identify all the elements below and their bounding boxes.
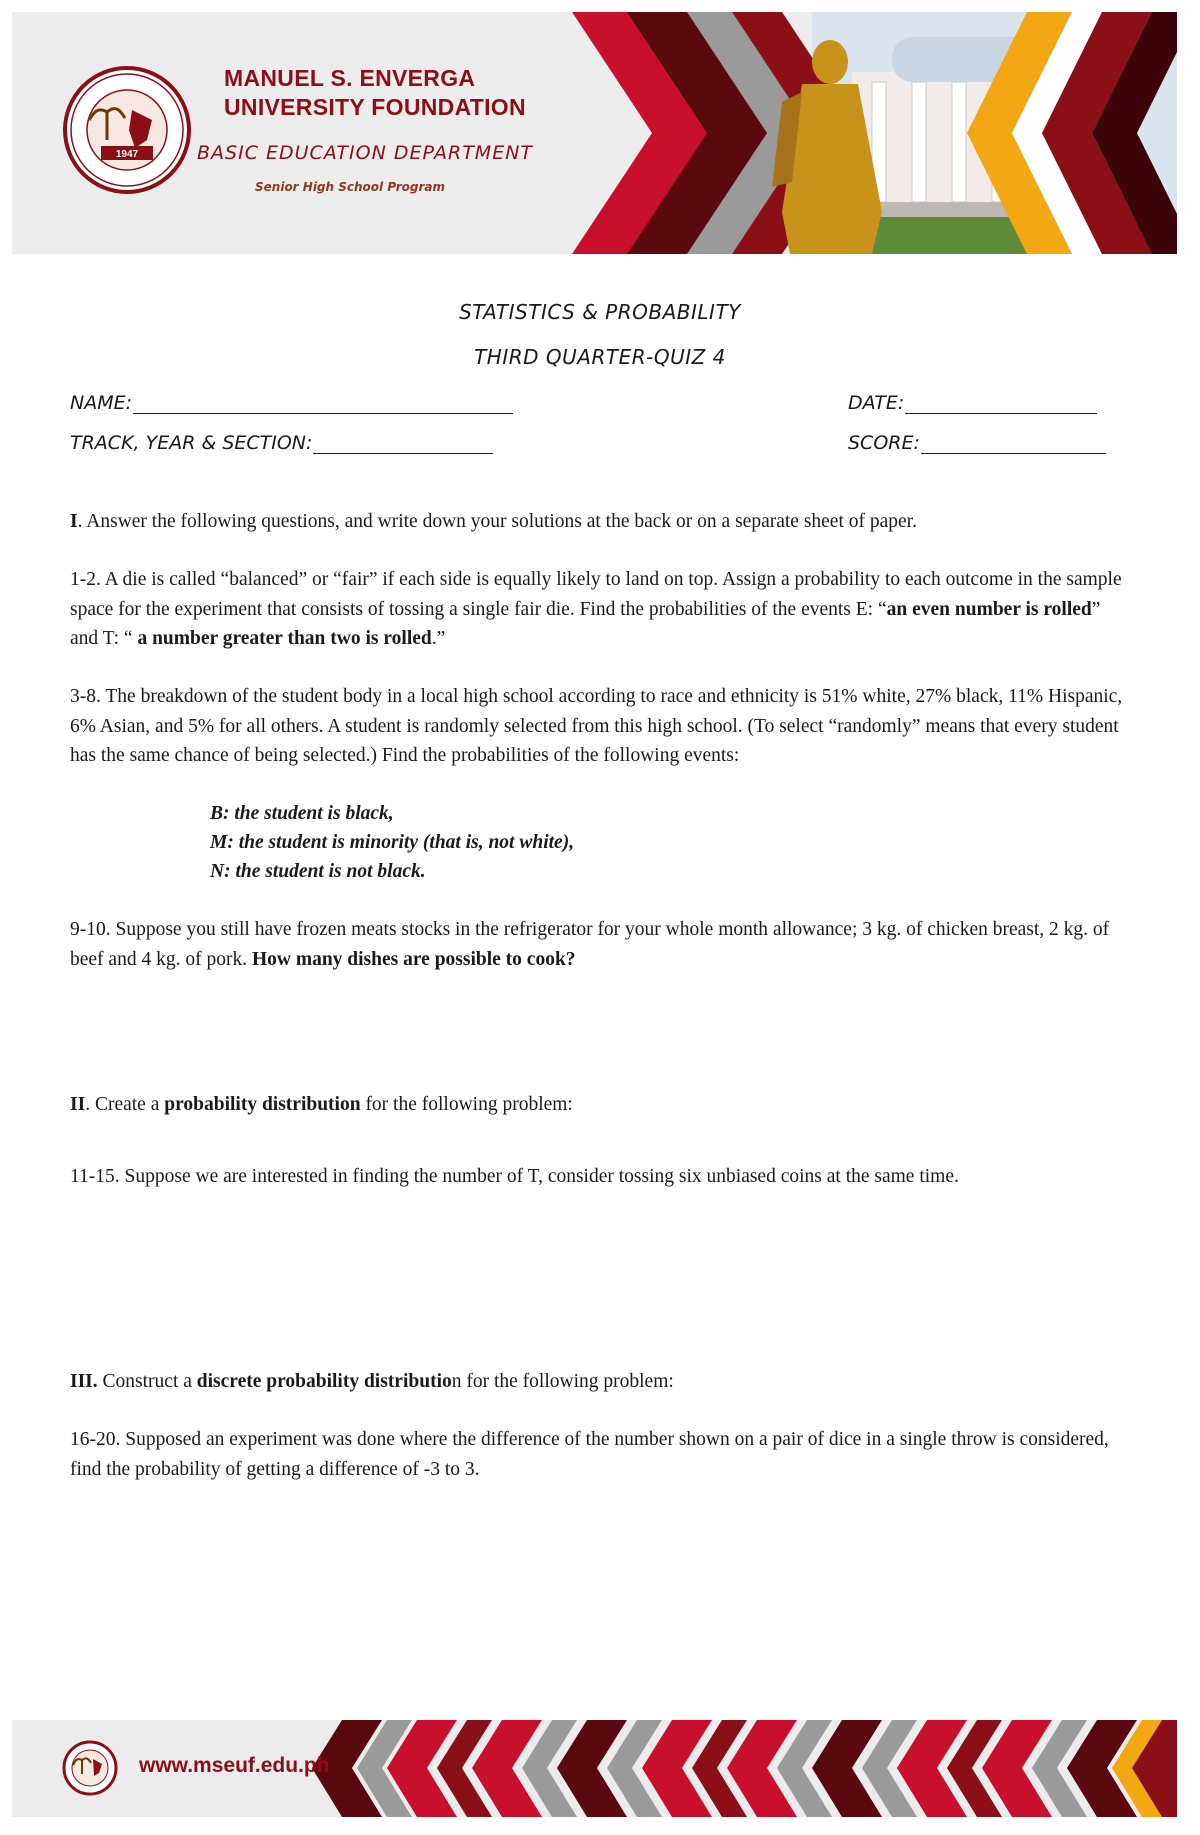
website-link[interactable]: www.mseuf.edu.ph <box>139 1754 330 1777</box>
seal-year: 1947 <box>115 149 139 160</box>
date-field <box>848 392 1097 414</box>
event-b: B: the student is black, <box>210 803 394 824</box>
date-blank[interactable] <box>905 395 1097 414</box>
footer-seal <box>64 1742 116 1794</box>
score-blank[interactable] <box>921 435 1106 454</box>
track-blank[interactable] <box>313 435 493 454</box>
q1-mid: ” and T: “ <box>70 598 1101 649</box>
q1-event-e: an even number is rolled <box>886 598 1092 620</box>
q3-text: 9-10. Suppose you still have frozen meats stocks in the refrigerator for your whole month allowance; 3 kg. of chicken breast, 2 kg. of beef and 4 kg. of pork. <box>70 919 1110 970</box>
q1-end: .” <box>431 628 446 649</box>
program-name: Senior High School Program <box>255 180 446 194</box>
q1-text: 1-2. A die is called “balanced” or “fair” if each side is equally likely to land on top. Assign a probability to each outcome in the sample space for the experiment that consists of tossing a single fair die. Find the probabilities of the events E: “ <box>70 569 1122 620</box>
part2-numeral: II <box>70 1094 86 1115</box>
quiz-title-subject: STATISTICS & PROBABILITY <box>459 300 741 324</box>
part3-post: n for the following problem: <box>451 1371 674 1392</box>
part1-instruction <box>70 507 1130 537</box>
event-m: M: the student is minority (that is, not white), <box>210 832 575 853</box>
question-3-8: 3-8. The breakdown of the student body in a local high school according to race and ethnicity is 51% white, 27% black, 11% Hispanic, 6% Asian, and 5% for all others. A student is randomly selected from this high school. (To select “randomly” means that every student has the same chance of being selected.) Find the probabilities of the following events: <box>70 686 1123 766</box>
university-name <box>224 64 526 122</box>
track-field <box>70 432 493 454</box>
event-n: N: the student is not black. <box>210 861 426 882</box>
question-16-20: 16-20. Supposed an experiment was done where the difference of the number shown on a pair of dice in a single throw is considered, find the probability of getting a difference of -3 to 3. <box>70 1429 1109 1480</box>
part2-bold: probability distribution <box>164 1094 361 1115</box>
header-decoration <box>12 12 1177 254</box>
track-label: TRACK, YEAR & SECTION: <box>70 432 313 454</box>
part3-numeral: III. <box>70 1371 98 1392</box>
name-field <box>70 392 513 414</box>
part2-pre: . Create a <box>85 1094 165 1115</box>
footer-banner <box>12 1720 1177 1817</box>
footer-chevrons <box>312 1720 1177 1817</box>
score-label: SCORE: <box>848 432 920 454</box>
university-name-line1: MANUEL S. ENVERGA <box>224 65 476 91</box>
part1-numeral: I <box>70 511 78 532</box>
question-9-10 <box>70 915 1130 974</box>
part1-instruction-text: . Answer the following questions, and write down your solutions at the back or on a separate sheet of paper. <box>77 511 917 532</box>
name-label: NAME: <box>70 392 133 414</box>
quiz-title-quarter: THIRD QUARTER-QUIZ 4 <box>474 345 726 369</box>
question-1-2 <box>70 565 1130 654</box>
part3-bold: discrete probability distributio <box>196 1371 452 1392</box>
department-name: BASIC EDUCATION DEPARTMENT <box>197 142 534 164</box>
score-field <box>848 432 1106 454</box>
part3-instruction <box>70 1367 1130 1397</box>
date-label: DATE: <box>848 392 905 414</box>
q3-bold: How many dishes are possible to cook? <box>251 948 576 970</box>
university-seal <box>65 68 189 192</box>
header-banner <box>12 12 1177 254</box>
question-11-15: 11-15. Suppose we are interested in finding the number of T, consider tossing six unbiased coins at the same time. <box>70 1166 959 1187</box>
part2-instruction <box>70 1090 1130 1120</box>
part2-post: for the following problem: <box>360 1094 573 1115</box>
university-name-line2: UNIVERSITY FOUNDATION <box>224 94 526 120</box>
q1-event-t: a number greater than two is rolled <box>132 628 432 649</box>
name-blank[interactable] <box>133 395 513 414</box>
part3-pre: Construct a <box>97 1371 197 1392</box>
